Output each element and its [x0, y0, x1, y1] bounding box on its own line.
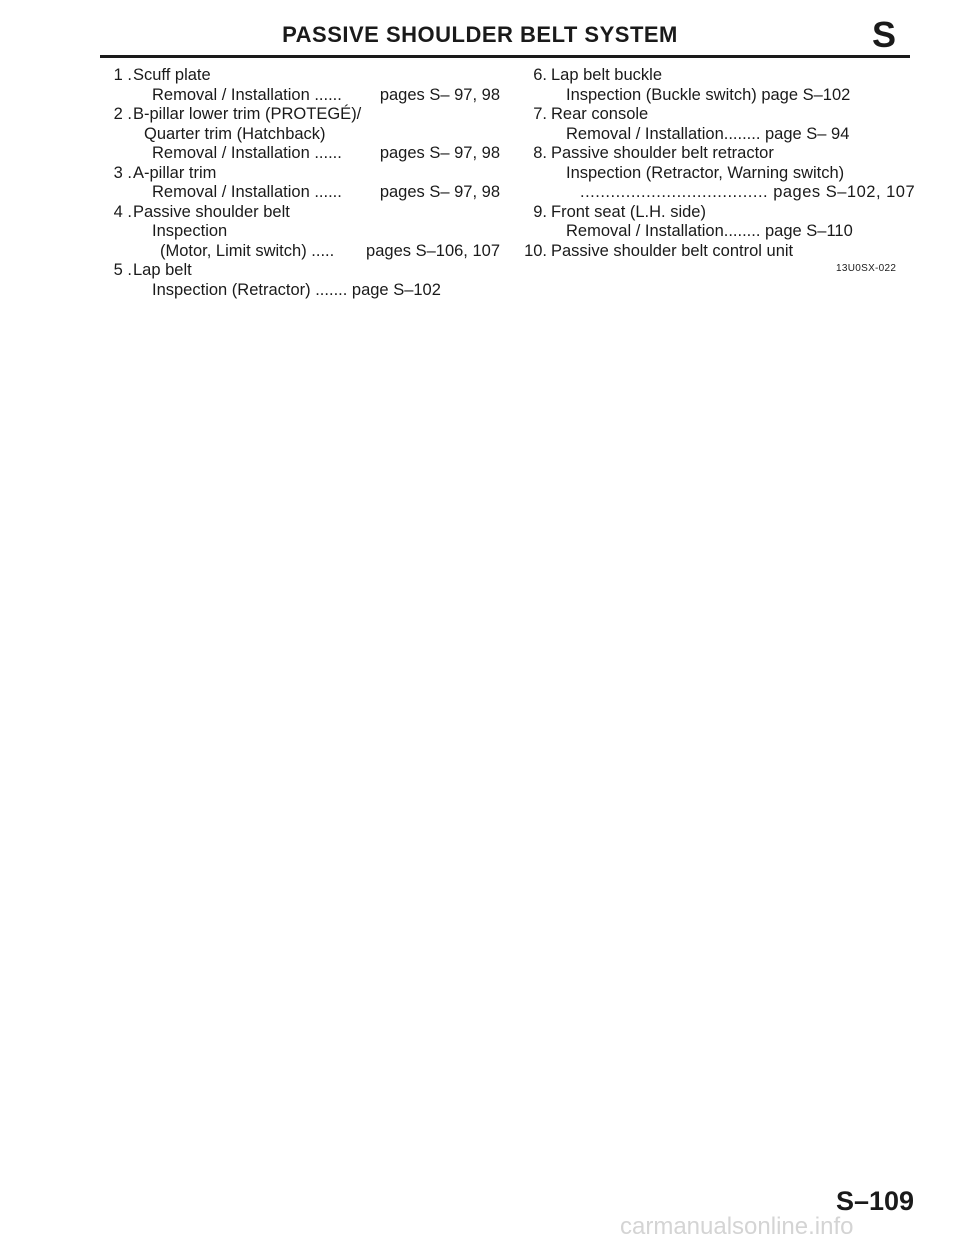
list-item	[520, 66, 920, 86]
item-number: 4 .	[113, 202, 132, 221]
list-item	[520, 144, 920, 164]
item-number: 6.	[533, 66, 547, 84]
page-reference: pages S– 97, 98	[379, 183, 500, 201]
page-title: PASSIVE SHOULDER BELT SYSTEM	[282, 22, 678, 47]
list-item	[110, 203, 500, 223]
list-item	[520, 203, 920, 223]
item-label: Rear console	[551, 105, 649, 123]
list-item-detail: Removal / Installation ...... pages S– 97, 98	[152, 144, 500, 162]
item-number: 2 .	[113, 105, 132, 123]
item-number: 7.	[533, 105, 547, 123]
list-item	[110, 261, 500, 281]
header-rule	[100, 55, 910, 58]
item-number: 9.	[533, 202, 547, 221]
list-item-detail: ..................................... pages S–102, 107	[580, 183, 916, 201]
list-item	[110, 66, 500, 86]
item-label: Passive shoulder belt retractor	[551, 144, 774, 162]
item-label: Front seat (L.H. side)	[551, 202, 706, 221]
parts-list-right	[520, 66, 920, 261]
list-item-detail: Removal / Installation ...... pages S– 97, 98	[152, 85, 500, 104]
list-item-detail: Removal / Installation ...... pages S– 97, 98	[152, 183, 500, 201]
list-item	[520, 105, 920, 125]
item-label: Lap belt	[133, 261, 192, 279]
list-item-detail: Inspection	[152, 222, 228, 240]
parts-list-left	[110, 66, 500, 300]
item-number: 5 .	[113, 261, 132, 279]
list-item-detail: Inspection (Buckle switch) page S–102	[566, 85, 851, 104]
section-letter: S	[872, 14, 897, 55]
list-item	[110, 105, 500, 125]
item-number: 8.	[533, 144, 547, 162]
item-label: A-pillar trim	[133, 163, 217, 182]
list-item-detail: Inspection (Retractor, Warning switch)	[566, 163, 845, 182]
item-label: Scuff plate	[133, 66, 211, 84]
list-item-detail: Quarter trim (Hatchback)	[144, 124, 326, 143]
list-item-detail: Inspection (Retractor) ....... page S–102	[152, 280, 441, 299]
item-label: Passive shoulder belt	[133, 202, 290, 221]
list-item-detail: Removal / Installation........ page S–110	[566, 222, 853, 240]
item-label: Lap belt buckle	[551, 66, 662, 84]
watermark: carmanualsonline.info	[620, 1213, 854, 1240]
list-item	[110, 164, 500, 184]
figure-code: 13U0SX-022	[836, 263, 897, 274]
list-item	[520, 242, 920, 262]
page-number: S–109	[836, 1186, 915, 1216]
item-number: 3 .	[113, 163, 132, 182]
item-number: 10.	[524, 241, 547, 260]
item-label: Passive shoulder belt control unit	[551, 241, 794, 260]
page-reference: pages S–106, 107	[366, 241, 500, 260]
page-reference: pages S– 97, 98	[379, 144, 500, 162]
page-reference: pages S– 97, 98	[379, 85, 500, 104]
item-label: B-pillar lower trim (PROTEGÉ)/	[133, 105, 362, 123]
list-item-detail: (Motor, Limit switch) ..... pages S–106, 107	[160, 241, 500, 260]
item-number: 1 .	[113, 66, 132, 84]
list-item-detail: Removal / Installation........ page S– 94	[566, 124, 850, 143]
